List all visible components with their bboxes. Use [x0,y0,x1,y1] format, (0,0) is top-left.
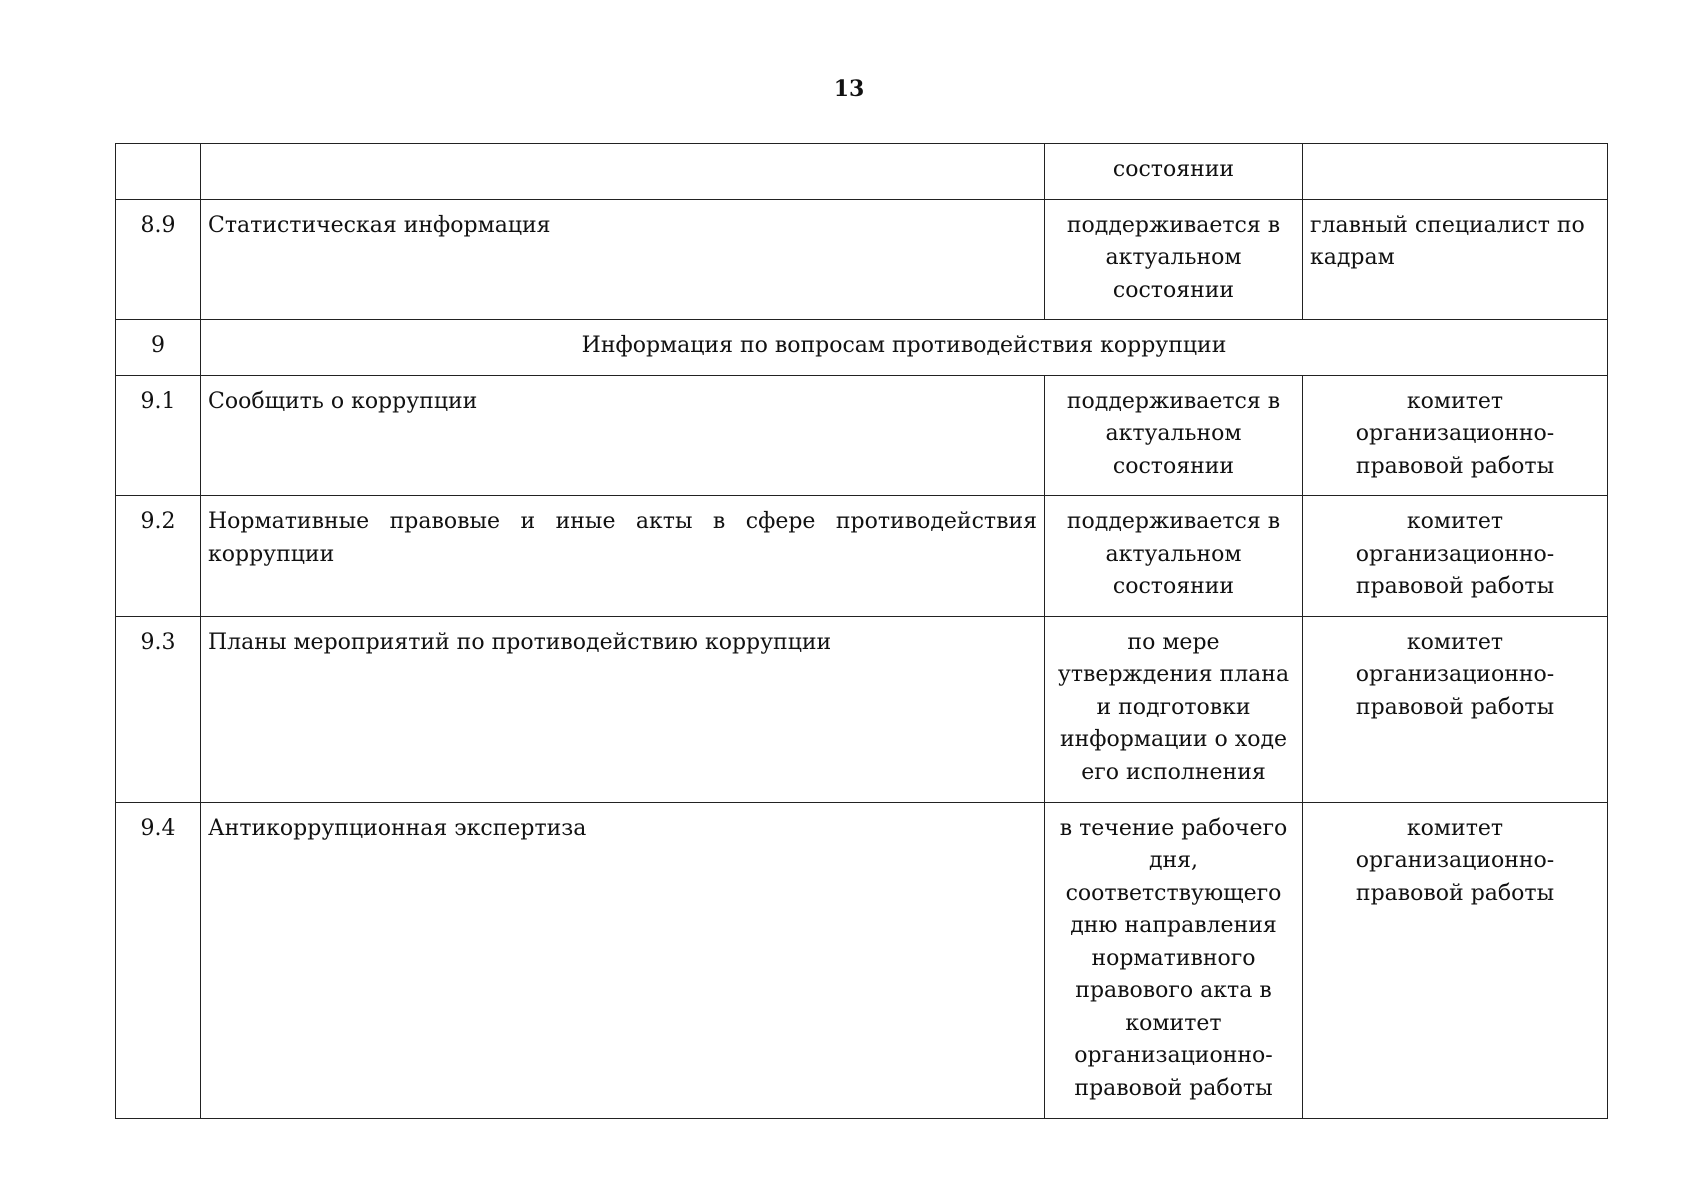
row-name: Нормативные правовые и иные акты в сфере противодействия коррупции [201,496,1045,617]
row-responsible: главный специалист по кадрам [1303,199,1608,320]
row-name [201,144,1045,200]
section-number: 9 [116,320,201,376]
row-number: 9.1 [116,375,201,496]
page-number: 13 [833,76,865,102]
row-term: по мере утверждения плана и подготовки информации о ходе его исполнения [1045,616,1303,802]
table-row [116,616,1608,802]
section-row [116,320,1608,376]
row-responsible: комитет организационно-правовой работы [1303,375,1608,496]
row-number [116,144,201,200]
table-row [116,144,1608,200]
row-number: 8.9 [116,199,201,320]
row-term: поддерживается в актуальном состоянии [1045,375,1303,496]
row-name: Антикоррупционная экспертиза [201,802,1045,1118]
row-number: 9.2 [116,496,201,617]
row-term: поддерживается в актуальном состоянии [1045,496,1303,617]
row-number: 9.4 [116,802,201,1118]
row-responsible: комитет организационно-правовой работы [1303,802,1608,1118]
row-number: 9.3 [116,616,201,802]
row-responsible: комитет организационно-правовой работы [1303,496,1608,617]
row-responsible [1303,144,1608,200]
table-row [116,375,1608,496]
table-row [116,496,1608,617]
section-title: Информация по вопросам противодействия коррупции [201,320,1608,376]
row-responsible: комитет организационно-правовой работы [1303,616,1608,802]
row-term: поддерживается в актуальном состоянии [1045,199,1303,320]
row-name: Сообщить о коррупции [201,375,1045,496]
table-row [116,802,1608,1118]
table-row [116,199,1608,320]
row-term: состоянии [1045,144,1303,200]
document-table [115,143,1608,1119]
row-name: Планы мероприятий по противодействию коррупции [201,616,1045,802]
row-name: Статистическая информация [201,199,1045,320]
row-term: в течение рабочего дня, соответствующего дню направления нормативного правового акта в комитет организационно-правовой работы [1045,802,1303,1118]
